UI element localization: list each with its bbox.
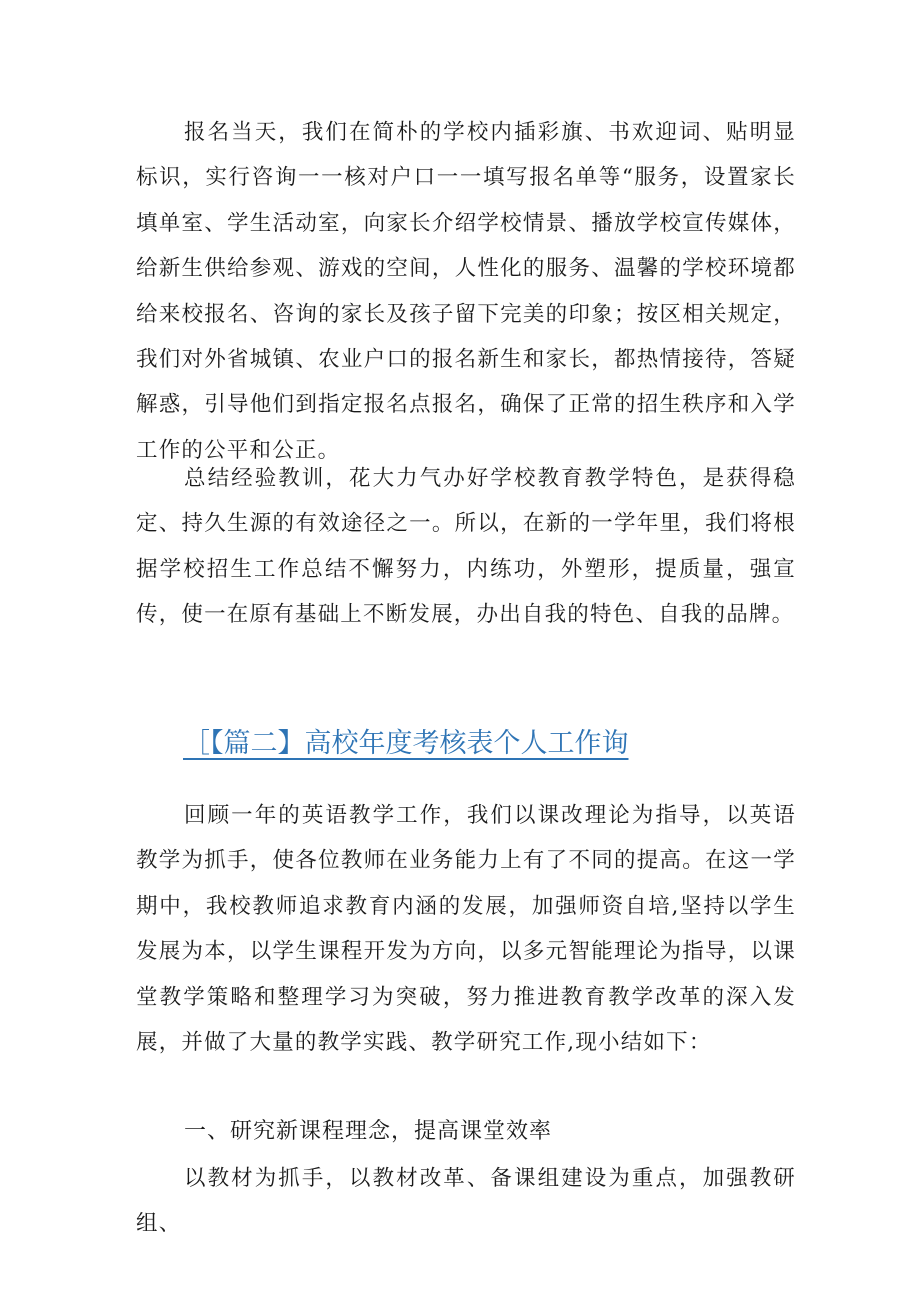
section-title-link[interactable]: ［【篇二】高校年度考核表个人工作询 <box>183 728 629 759</box>
body-paragraph-lessons-learned: 总结经验教训，花大力气办好学校教育教学特色，是获得稳定、持久生源的有效途径之一。所以，在新的一学年里，我们将根据学校招生工作总结不懈努力，内练功，外塑形，提质量，强宣传，使一在原有基础上不断发展，办出自我的特色、自我的品牌。 <box>136 466 796 628</box>
body-paragraph-teaching-materials: 以教材为抓手，以教材改革、备课组建设为重点，加强教研组、 <box>136 1166 796 1237</box>
body-paragraph-enrollment-day: 报名当天，我们在简朴的学校内插彩旗、书欢迎词、贴明显标识，实行咨询一一核对户口一一填写报名单等“服务，设置家长填单室、学生活动室，向家长介绍学校情景、播放学校宣传媒体，给新生供给参观、游戏的空间，人性化的服务、温馨的学校环境都给来校报名、咨询的家长及孩子留下完美的印象；按区相关规定，我们对外省城镇、农业户口的报名新生和家长，都热情接待，答疑解惑，引导他们到指定报名点报名，确保了正常的招生秩序和入学工作的公平和公正。 <box>136 120 796 463</box>
sub-heading-research-curriculum: 一、研究新课程理念，提高课堂效率 <box>184 1119 553 1144</box>
body-paragraph-review-intro: 回顾一年的英语教学工作，我们以课改理论为指导，以英语教学为抓手，使各位教师在业务能力上有了不同的提高。在这一学期中，我校教师追求教育内涵的发展，加强师资自培,坚持以学生发展为本，以学生课程开发为方向，以多元智能理论为指导，以课堂教学策略和整理学习为突破，努力推进教育教学改革的深入发展，并做了大量的教学实践、教学研究工作,现小结如下： <box>136 803 796 1056</box>
